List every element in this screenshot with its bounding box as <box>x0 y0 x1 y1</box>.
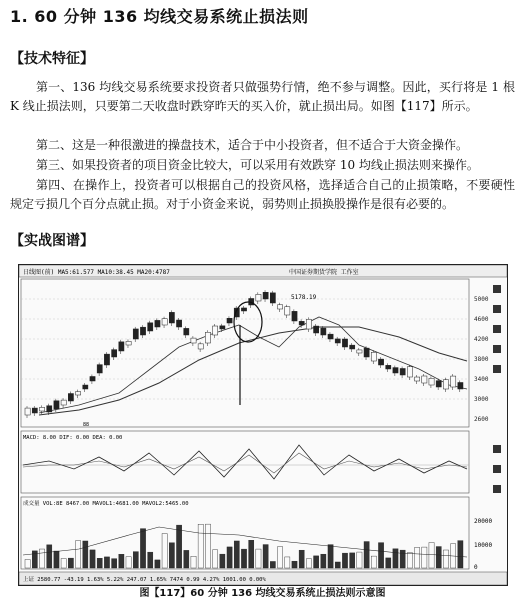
volume-bar <box>350 553 355 568</box>
candle-body <box>270 293 275 303</box>
price-tick: 2600 <box>474 416 489 423</box>
volume-bar <box>68 558 73 568</box>
volume-bar <box>415 547 420 568</box>
candle-body <box>25 408 30 415</box>
chart-status-text: 上证 2580.77 -43.19 1.63% 5.22% 247.07 1.65% 7474 0.99 4.27% 1001.00 0.00% <box>23 577 266 583</box>
candle-body <box>97 365 102 373</box>
candle-body <box>126 341 131 345</box>
toolbar-icon <box>493 285 501 293</box>
low-label: 88 <box>83 422 90 428</box>
candle-body <box>378 359 383 365</box>
candle-body <box>61 400 66 405</box>
candle-body <box>314 326 319 333</box>
candle-body <box>443 380 448 389</box>
candle-body <box>328 334 333 339</box>
chart-svg <box>19 265 507 585</box>
candle-body <box>393 368 398 373</box>
candle-body <box>90 376 95 381</box>
candle-body <box>277 305 282 309</box>
candle-body <box>119 342 124 351</box>
candle-body <box>263 292 268 299</box>
volume-bar <box>378 543 383 568</box>
candle-body <box>415 377 420 381</box>
price-tick: 4200 <box>474 336 489 343</box>
figure-caption: 图【117】60 分钟 136 均线交易系统止损法则示意图 <box>139 588 386 599</box>
volume-bar <box>422 547 427 568</box>
volume-bar <box>386 558 391 568</box>
price-tick: 5000 <box>474 296 489 303</box>
volume-bar <box>213 550 218 568</box>
candle-body <box>68 394 73 401</box>
candle-body <box>407 367 412 377</box>
volume-bar <box>140 529 145 568</box>
price-gridlines <box>21 299 469 399</box>
volume-bar <box>104 557 109 568</box>
candle-body <box>169 312 174 323</box>
candle-body <box>458 382 463 389</box>
candle-body <box>241 308 246 311</box>
volume-tick: 20000 <box>474 518 493 525</box>
volume-tick: 0 <box>474 564 478 571</box>
volume-bar <box>133 552 138 568</box>
volume-bar <box>256 549 261 568</box>
volume-bar <box>83 541 88 568</box>
volume-bar <box>176 525 181 568</box>
volume-bar <box>234 541 239 568</box>
volume-bar <box>241 549 246 568</box>
toolbar-icon <box>493 325 501 333</box>
candle-body <box>39 407 44 411</box>
volume-bar <box>25 559 30 568</box>
candle-body <box>364 348 369 357</box>
price-axis <box>474 296 489 423</box>
stoploss-circle <box>234 302 262 342</box>
paragraph-1: 第一、136 均线交易系统要求投资者只做强势行情，绝不参与调整。因此，买行将是 1 根 K 线止损法则，只要第二天收盘时跌穿昨天的买入价，就止损出局。如图【117】所示。 <box>10 80 515 113</box>
oscillator-header: MACD: 8.00 DIF: 0.00 DEA: 0.00 <box>23 435 123 441</box>
volume-bar <box>364 542 369 568</box>
volume-bars <box>25 524 463 568</box>
toolbar-icon <box>493 445 501 453</box>
volume-bar <box>299 550 304 568</box>
volume-bar <box>443 550 448 568</box>
volume-bar <box>205 524 210 568</box>
price-tick: 3800 <box>474 356 489 363</box>
candle-body <box>350 345 355 349</box>
volume-bar <box>436 547 441 568</box>
price-pane <box>21 279 469 427</box>
volume-bar <box>393 549 398 568</box>
candle-body <box>47 406 52 412</box>
candle-body <box>148 323 153 331</box>
volume-tick: 10000 <box>474 542 493 549</box>
candle-body <box>386 365 391 369</box>
volume-bar <box>371 556 376 568</box>
volume-bar <box>285 557 290 568</box>
oscillator-line-b <box>23 453 467 473</box>
candle-body <box>306 319 311 329</box>
candle-body <box>112 350 117 357</box>
volume-bar <box>126 557 131 568</box>
candle-body <box>162 319 167 325</box>
toolbar-icon <box>493 345 501 353</box>
volume-bar <box>148 552 153 568</box>
candle-body <box>400 368 405 375</box>
candle-body <box>256 294 261 301</box>
candle-body <box>422 376 427 383</box>
toolbar-icon <box>493 485 501 493</box>
volume-bar <box>184 550 189 568</box>
section-heading-features: 【技术特征】 <box>10 51 94 67</box>
volume-bar <box>249 540 254 568</box>
volume-bar <box>314 556 319 568</box>
paragraph-4: 第四、在操作上，投资者可以根据自己的投资风格，选择适合自己的止损策略，不要硬性规定亏损几个百分点就止损。对于小资金来说，弱势则止损换股操作是很有必要的。 <box>10 178 515 211</box>
volume-bar <box>277 547 282 568</box>
candle-body <box>140 327 145 335</box>
candle-body <box>285 307 290 315</box>
ma-short-line <box>39 317 467 413</box>
oscillator-line-a <box>23 445 467 479</box>
volume-bar <box>90 550 95 568</box>
volume-bar <box>458 541 463 568</box>
candle-body <box>292 311 297 321</box>
candle-body <box>357 350 362 353</box>
candle-body <box>220 326 225 329</box>
volume-bar <box>97 558 102 568</box>
volume-header: 成交量 VOL:8E 8467.00 MAVOL1:4681.00 MAVOL2:5465.00 <box>23 501 189 507</box>
volume-bar <box>54 551 59 568</box>
volume-bar <box>119 554 124 568</box>
volume-bar <box>191 556 196 568</box>
volume-bar <box>169 543 174 568</box>
candle-body <box>191 338 196 343</box>
volume-axis <box>474 518 492 571</box>
candle-body <box>429 378 434 385</box>
candle-body <box>198 344 203 349</box>
volume-bar <box>357 552 362 568</box>
volume-bar <box>61 559 66 568</box>
volume-bar <box>47 545 52 568</box>
volume-bar <box>75 541 80 568</box>
candle-body <box>451 376 456 387</box>
chart-header-left: 日线图(前) MA5:61.577 MA10:38.45 MA20:4787 <box>23 269 170 276</box>
volume-bar <box>342 553 347 568</box>
volume-bar <box>155 560 160 568</box>
candle-body <box>133 329 138 339</box>
candle-body <box>342 339 347 347</box>
toolbar-icon <box>493 365 501 373</box>
volume-bar <box>306 559 311 568</box>
chart-figure <box>18 264 508 586</box>
candle-body <box>227 318 232 323</box>
volume-bar <box>292 561 297 568</box>
toolbar-icon <box>493 305 501 313</box>
paragraph-2: 第二、这是一种很激进的操盘技术，适合于中小投资者，但不适合于大资金操作。 <box>36 138 469 152</box>
candle-body <box>104 354 109 365</box>
volume-bar <box>321 554 326 568</box>
candle-body <box>155 320 160 327</box>
candle-body <box>371 352 376 361</box>
candle-body <box>335 339 340 343</box>
candle-body <box>213 326 218 335</box>
candle-body <box>184 328 189 335</box>
volume-bar <box>198 524 203 568</box>
candle-body <box>205 332 210 343</box>
candle-body <box>436 381 441 387</box>
toolbar-icons <box>493 285 501 493</box>
volume-bar <box>407 553 412 568</box>
peak-label: 5178.19 <box>291 294 317 301</box>
volume-bar <box>227 547 232 568</box>
candle-body <box>83 385 88 389</box>
price-tick: 4600 <box>474 316 489 323</box>
volume-bar <box>162 534 167 568</box>
candle-body <box>75 392 80 395</box>
candle-body <box>54 401 59 409</box>
volume-bar <box>328 545 333 568</box>
candle-body <box>321 328 326 335</box>
price-tick: 3400 <box>474 376 489 383</box>
volume-bar <box>429 543 434 568</box>
candle-body <box>299 321 304 325</box>
price-tick: 3000 <box>474 396 489 403</box>
volume-bar <box>270 561 275 568</box>
paragraph-3: 第三、如果投资者的项目资金比较大，可以采用有效跌穿 10 均线止损法则来操作。 <box>36 158 479 172</box>
page-title: 1. 60 分钟 136 均线交易系统止损法则 <box>10 7 309 26</box>
volume-bar <box>39 549 44 568</box>
volume-bar <box>112 559 117 568</box>
toolbar-icon <box>493 465 501 473</box>
section-heading-chart: 【实战图谱】 <box>10 233 94 249</box>
chart-header-right: 中国证券期货学院 工作室 <box>289 269 359 276</box>
candle-body <box>32 408 37 413</box>
volume-bar <box>220 554 225 568</box>
volume-bar <box>263 545 268 568</box>
volume-bar <box>335 562 340 568</box>
candle-body <box>176 320 181 327</box>
